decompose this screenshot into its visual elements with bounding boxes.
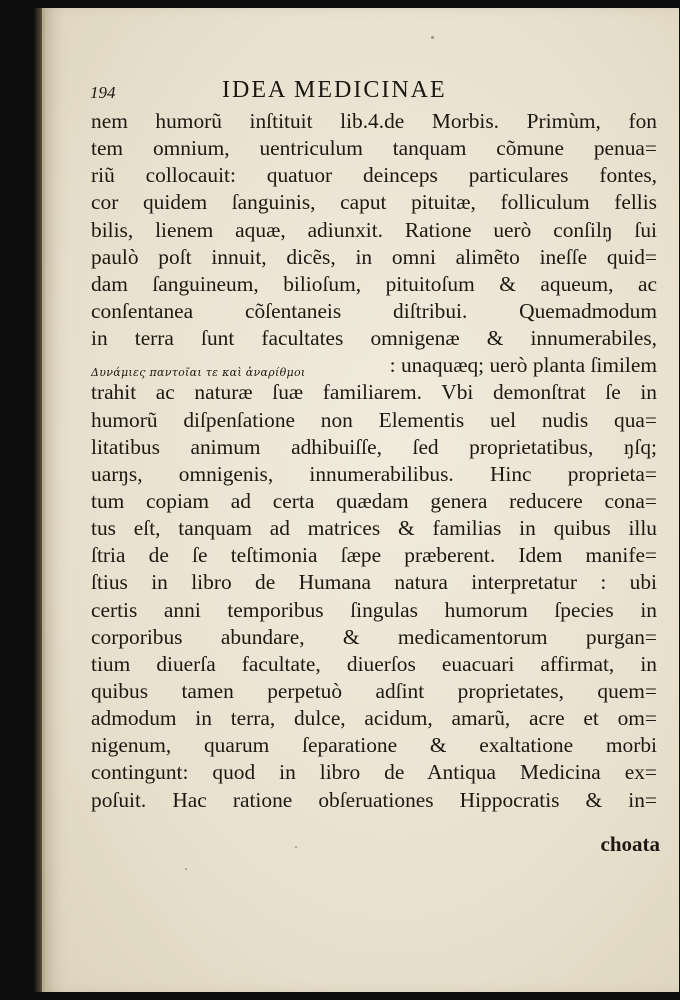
paper-speck [185,868,187,870]
text-line: litatibus animum adhibuiſſe, ſed proprietatibus, ŋſq; [91,434,657,459]
text-line: cor quidem ſanguinis, caput pituitæ, folliculum fellis [91,190,657,215]
text-line: paulò poſt innuit, dicẽs, in omni alimẽto ineſſe quid= [91,244,657,269]
paper-speck [431,36,434,39]
text-line: tum copiam ad certa quædam genera reducere cona= [91,488,657,513]
text-line: tus eſt, tanquam ad matrices & familias in quibus illu [91,516,657,541]
text-line: contingunt: quod in libro de Antiqua Medicina ex= [91,760,657,785]
text-line: corporibus abundare, & medicamentorum purgan= [91,624,657,649]
text-line: ſtius in libro de Humana natura interpretatur : ubi [91,570,657,595]
text-line: certis anni temporibus ſingulas humorum ſpecies in [91,597,657,622]
page-number: 194 [90,83,116,102]
text-line: nem humorũ inſtituit lib.4.de Morbis. Primùm, fon [91,109,657,133]
text-line: tem omnium, uentriculum tanquam cõmune penua= [91,136,657,161]
greek-quotation: Δυνάμιες παντοῖαι τε καὶ ἀναρίθμοι [91,366,306,380]
paper-speck [295,846,297,848]
text-line: riũ collocauit: quatuor deinceps particulares fontes, [91,163,657,188]
text-line: uarŋs, omnigenis, innumerabilibus. Hinc proprieta= [91,461,657,486]
text-line: tium diuerſa facultate, diuerſos euacuari affirmat, in [91,651,657,676]
running-head [90,77,590,107]
text-line: humorũ diſpenſatione non Elementis uel nudis qua= [91,407,657,432]
text-line: bilis, lienem aquæ, adiunxit. Ratione uerò conſilŋ ſui [91,217,657,242]
catchword: choata [600,832,660,856]
text-block [91,108,657,814]
text-line: poſuit. Hac ratione obſeruationes Hippocratis & in= [91,787,657,812]
text-line-greek [91,352,657,379]
text-line: ſtria de ſe teſtimonia ſæpe præberent. Idem manife= [91,543,657,568]
text-line: conſentanea cõſentaneis diſtribui. Quemadmodum [91,298,657,323]
text-line-rest: : unaquæq; uerò planta ſimilem [389,353,657,378]
text-line: quibus tamen perpetuò adſint proprietates, quem= [91,678,657,703]
text-line: nigenum, quarum ſeparatione & exaltatione morbi [91,733,657,758]
text-line: dam ſanguineum, bilioſum, pituitoſum & aqueum, ac [91,271,657,296]
text-line: in terra ſunt facultates omnigenæ & innumerabiles, [91,326,657,351]
text-line: admodum in terra, dulce, acidum, amarũ, acre et om= [91,706,657,731]
running-title: IDEA MEDICINAE [222,77,447,103]
text-line: trahit ac naturæ ſuæ familiarem. Vbi demonſtrat ſe in [91,380,657,405]
